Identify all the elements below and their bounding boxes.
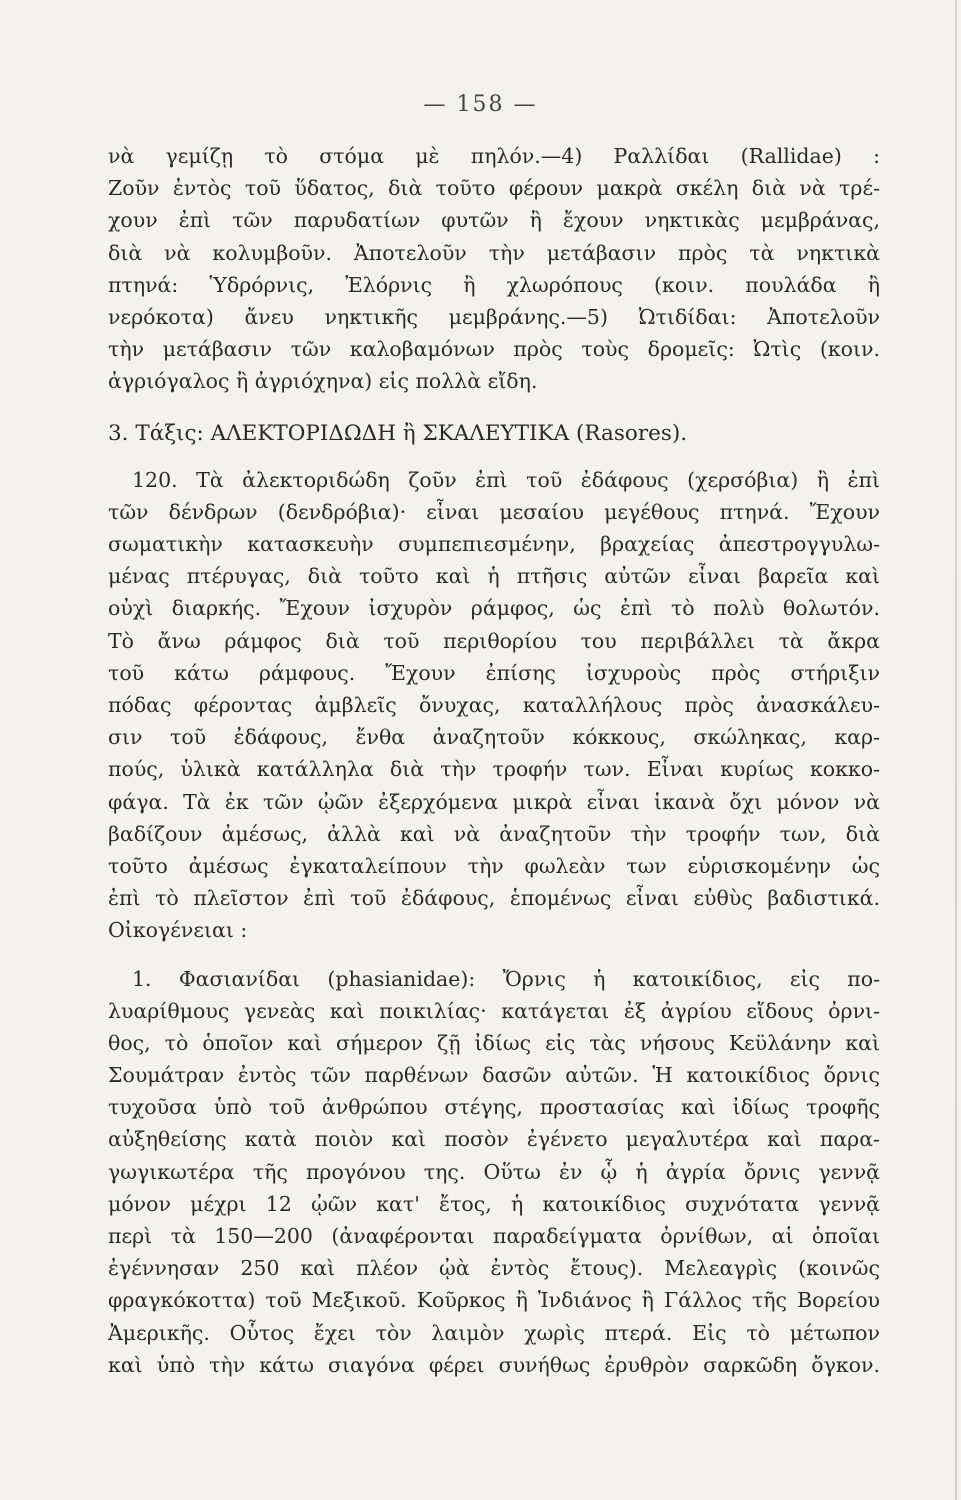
text-line: μένας πτέρυγας, διὰ τοῦτο καὶ ἡ πτῆσις αὐτῶν εἶναι βαρεῖα καὶ	[108, 564, 880, 589]
text-line: πόδας φέροντας ἀμβλεῖς ὄνυχας, καταλλήλους πρὸς ἀνασκάλευ-	[108, 693, 880, 717]
text-line: τὴν μετάβασιν τῶν καλοβαμόνων πρὸς τοὺς δρομεῖς: Ὠτὶς (κοιν.	[108, 337, 880, 362]
text-line: τῶν δένδρων (δενδρόβια)· εἶναι μεσαίου μεγέθους πτηνά. Ἔχουν	[108, 499, 880, 524]
text-line: πτηνά: Ὑδρόρνις, Ἐλόρνις ἢ χλωρόπους (κοιν. πουλάδα ἢ	[108, 272, 880, 297]
text-line: σιν τοῦ ἐδάφους, ἔνθα ἀναζητοῦν κόκκους, σκώληκας, καρ-	[108, 725, 880, 750]
text-line: 120. Τὰ ἀλεκτοριδώδη ζοῦν ἐπὶ τοῦ ἐδάφους (χερσόβια) ἢ ἐπὶ	[132, 467, 880, 492]
text-line: ἀγριόγαλος ἢ ἀγριόχηνα) εἰς πολλὰ εἴδη.	[108, 369, 538, 394]
text-line: λυαρίθμους γενεὰς καὶ ποικιλίας· κατάγεται ἐξ ἀγρίου εἴδους ὀρνι-	[108, 998, 880, 1023]
text-line: βαδίζουν ἀμέσως, ἀλλὰ καὶ νὰ ἀναζητοῦν τὴν τροφήν των, διὰ	[108, 821, 880, 846]
text-line: περὶ τὰ 150—200 (ἀναφέρονται παραδείγματα ὀρνίθων, αἱ ὁποῖαι	[108, 1224, 880, 1248]
text-line: μόνον μέχρι 12 ᾠῶν κατ' ἔτος, ἡ κατοικίδιος συχνότατα γεννᾷ	[108, 1191, 880, 1216]
section-heading: 3. Τάξις: ΑΛΕΚΤΟΡΙΔΩΔΗ ἢ ΣΚΑΛΕΥΤΙΚΑ (Rasores).	[108, 420, 688, 446]
text-line: ἐπὶ τὸ πλεῖστον ἐπὶ τοῦ ἐδάφους, ἑπομένως εἶναι εὐθὺς βαδιστικά.	[108, 886, 880, 911]
text-line: φάγα. Τὰ ἐκ τῶν ᾠῶν ἐξερχόμενα μικρὰ εἶναι ἱκανὰ ὄχι μόνον νὰ	[108, 789, 880, 814]
page-number: — 158 —	[423, 92, 538, 117]
text-line: Οἰκογένειαι :	[108, 918, 248, 943]
text-line: ἐγέννησαν 250 καὶ πλέον ᾠὰ ἐντὸς ἔτους). Μελεαγρὶς (κοινῶς	[108, 1256, 880, 1281]
text-line: οὐχὶ διαρκής. Ἔχουν ἰσχυρὸν ράμφος, ὡς ἐπὶ τὸ πολὺ θολωτόν.	[108, 596, 880, 621]
text-line: θος, τὸ ὁποῖον καὶ σήμερον ζῇ ἰδίως εἰς τὰς νήσους Κεϋλάνην καὶ	[108, 1030, 880, 1055]
text-line: Ζοῦν ἐντὸς τοῦ ὕδατος, διὰ τοῦτο φέρουν μακρὰ σκέλη διὰ νὰ τρέ-	[108, 176, 880, 201]
text-line: νερόκοτα) ἄνευ νηκτικῆς μεμβράνης.—5) Ὠτιδίδαι: Ἀποτελοῦν	[108, 304, 880, 329]
text-line: διὰ νὰ κολυμβοῦν. Ἀποτελοῦν τὴν μετάβασιν πρὸς τὰ νηκτικὰ	[108, 240, 880, 265]
text-line: πούς, ὑλικὰ κατάλληλα διὰ τὴν τροφήν των. Εἶναι κυρίως κοκκο-	[108, 757, 880, 782]
text-line: γωγικωτέρα τῆς προγόνου της. Οὕτω ἐν ᾧ ἡ ἀγρία ὄρνις γεννᾷ	[108, 1159, 880, 1184]
text-line: νὰ γεμίζῃ τὸ στόμα μὲ πηλόν.—4) Ραλλίδαι (Rallidae) :	[108, 144, 880, 168]
text-line: σωματικὴν κατασκευὴν συμπεπιεσμένην, βραχείας ἀπεστρογγυλω-	[108, 532, 880, 557]
text-line: καὶ ὑπὸ τὴν κάτω σιαγόνα φέρει συνήθως ἐρυθρὸν σαρκῶδη ὄγκον.	[108, 1352, 880, 1377]
text-line: αὐξηθείσης κατὰ ποιὸν καὶ ποσὸν ἐγένετο μεγαλυτέρα καὶ παρα-	[108, 1127, 880, 1152]
text-line: χουν ἐπὶ τῶν παρυδατίων φυτῶν ἢ ἔχουν νηκτικὰς μεμβράνας,	[108, 208, 880, 233]
text-line: Σουμάτραν ἐντὸς τῶν παρθένων δασῶν αὐτῶν. Ἡ κατοικίδιος ὄρνις	[108, 1063, 880, 1088]
text-line: Ἀμερικῆς. Οὗτος ἔχει τὸν λαιμὸν χωρὶς πτερά. Εἰς τὸ μέτωπον	[108, 1320, 880, 1345]
text-line: 1. Φασιανίδαι (phasianidae): Ὄρνις ἡ κατοικίδιος, εἰς πο-	[132, 966, 880, 991]
page-edge-shadow	[955, 0, 957, 1500]
text-line: φραγκόκοττα) τοῦ Μεξικοῦ. Κοῦρκος ἢ Ἰνδιάνος ἢ Γάλλος τῆς Βορείου	[108, 1288, 880, 1313]
text-line: τοῦτο ἀμέσως ἐγκαταλείπουν τὴν φωλεὰν των εὑρισκομένην ὡς	[108, 853, 880, 878]
text-line: τοῦ κάτω ράμφους. Ἔχουν ἐπίσης ἰσχυροὺς πρὸς στήριξιν	[108, 660, 880, 685]
page-body	[108, 140, 880, 1381]
text-line: Τὸ ἄνω ράμφος διὰ τοῦ περιθορίου του περιβάλλει τὰ ἄκρα	[108, 628, 880, 653]
text-line: τυχοῦσα ὑπὸ τοῦ ἀνθρώπου στέγης, προστασίας καὶ ἰδίως τροφῆς	[108, 1095, 880, 1120]
